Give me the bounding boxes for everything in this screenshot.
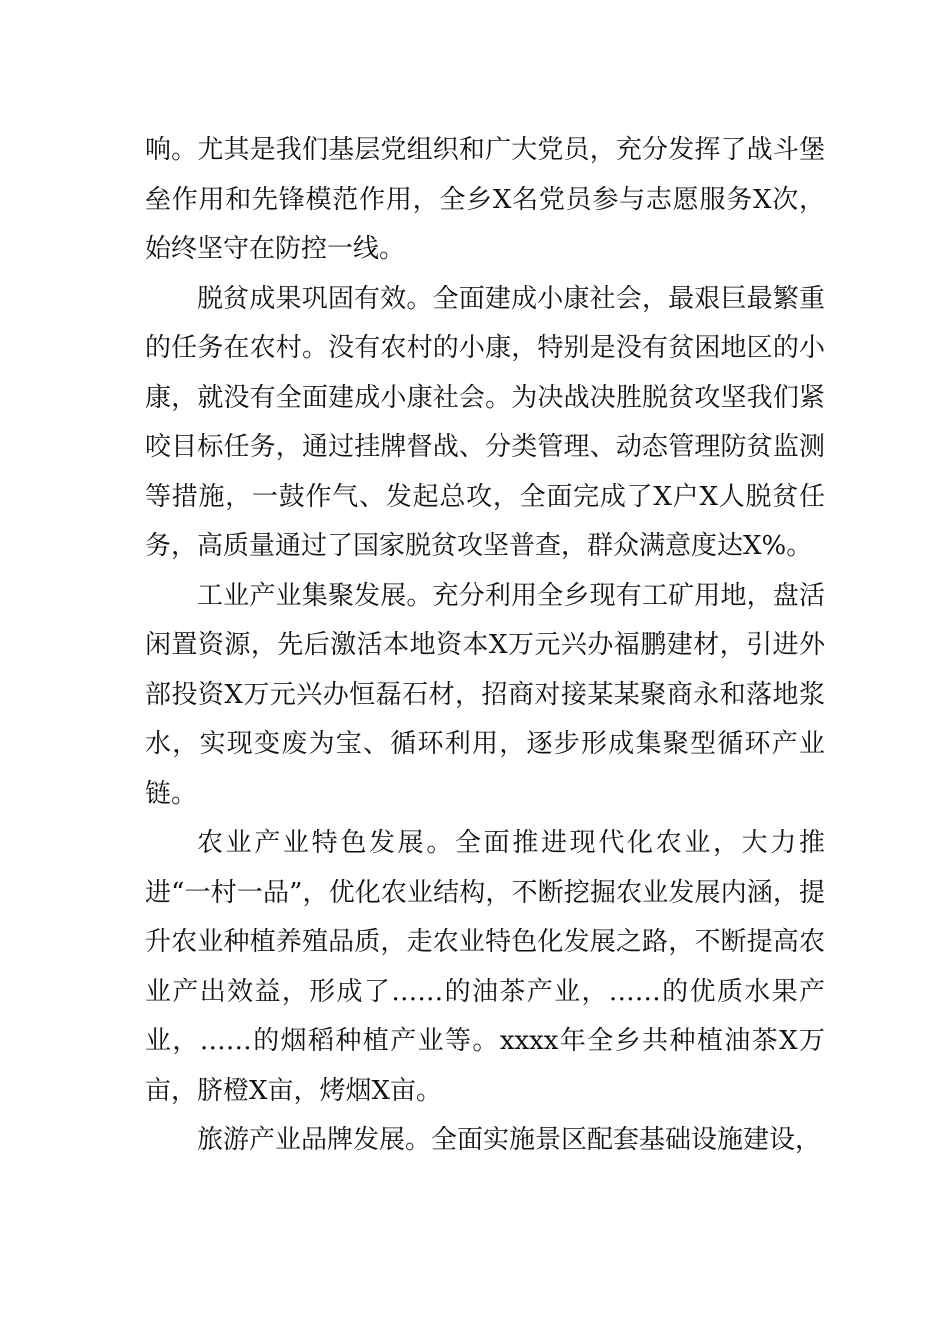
paragraph-continuation: 响。尤其是我们基层党组织和广大党员，充分发挥了战斗堡垒作用和先锋模范作用，全乡X名党员参与志愿服务X次，始终坚守在防控一线。 (145, 135, 825, 264)
paragraph-industrial-development: 工业产业集聚发展。充分利用全乡现有工矿用地，盘活闲置资源，先后激活本地资本X万元兴办福鹏建材，引进外部投资X万元兴办恒磊石材，招商对接某某聚商永和落地浆水，实现变废为宝、循环利用，逐步形成集聚型循环产业链。 (145, 580, 825, 809)
paragraph-tourism-development: 旅游产业品牌发展。全面实施景区配套基础设施建设， (197, 1125, 822, 1155)
paragraph-poverty-alleviation: 脱贫成果巩固有效。全面建成小康社会，最艰巨最繁重的任务在农村。没有农村的小康，特别是没有贫困地区的小康，就没有全面建成小康社会。为决战决胜脱贫攻坚我们紧咬目标任务，通过挂牌督战、分类管理、动态管理防贫监测等措施，一鼓作气、发起总攻，全面完成了X户X人脱贫任务，高质量通过了国家脱贫攻坚普查，群众满意度达X%。 (145, 283, 825, 561)
document-body (145, 126, 825, 1166)
paragraph-agricultural-development: 农业产业特色发展。全面推进现代化农业，大力推进“一村一品”，优化农业结构，不断挖掘农业发展内涵，提升农业种植养殖品质，走农业特色化发展之路，不断提高农业产出效益，形成了……的油茶产业，……的优质水果产业，……的烟稻种植产业等。xxxx年全乡共种植油茶X万亩，脐橙X亩，烤烟X亩。 (145, 828, 825, 1106)
